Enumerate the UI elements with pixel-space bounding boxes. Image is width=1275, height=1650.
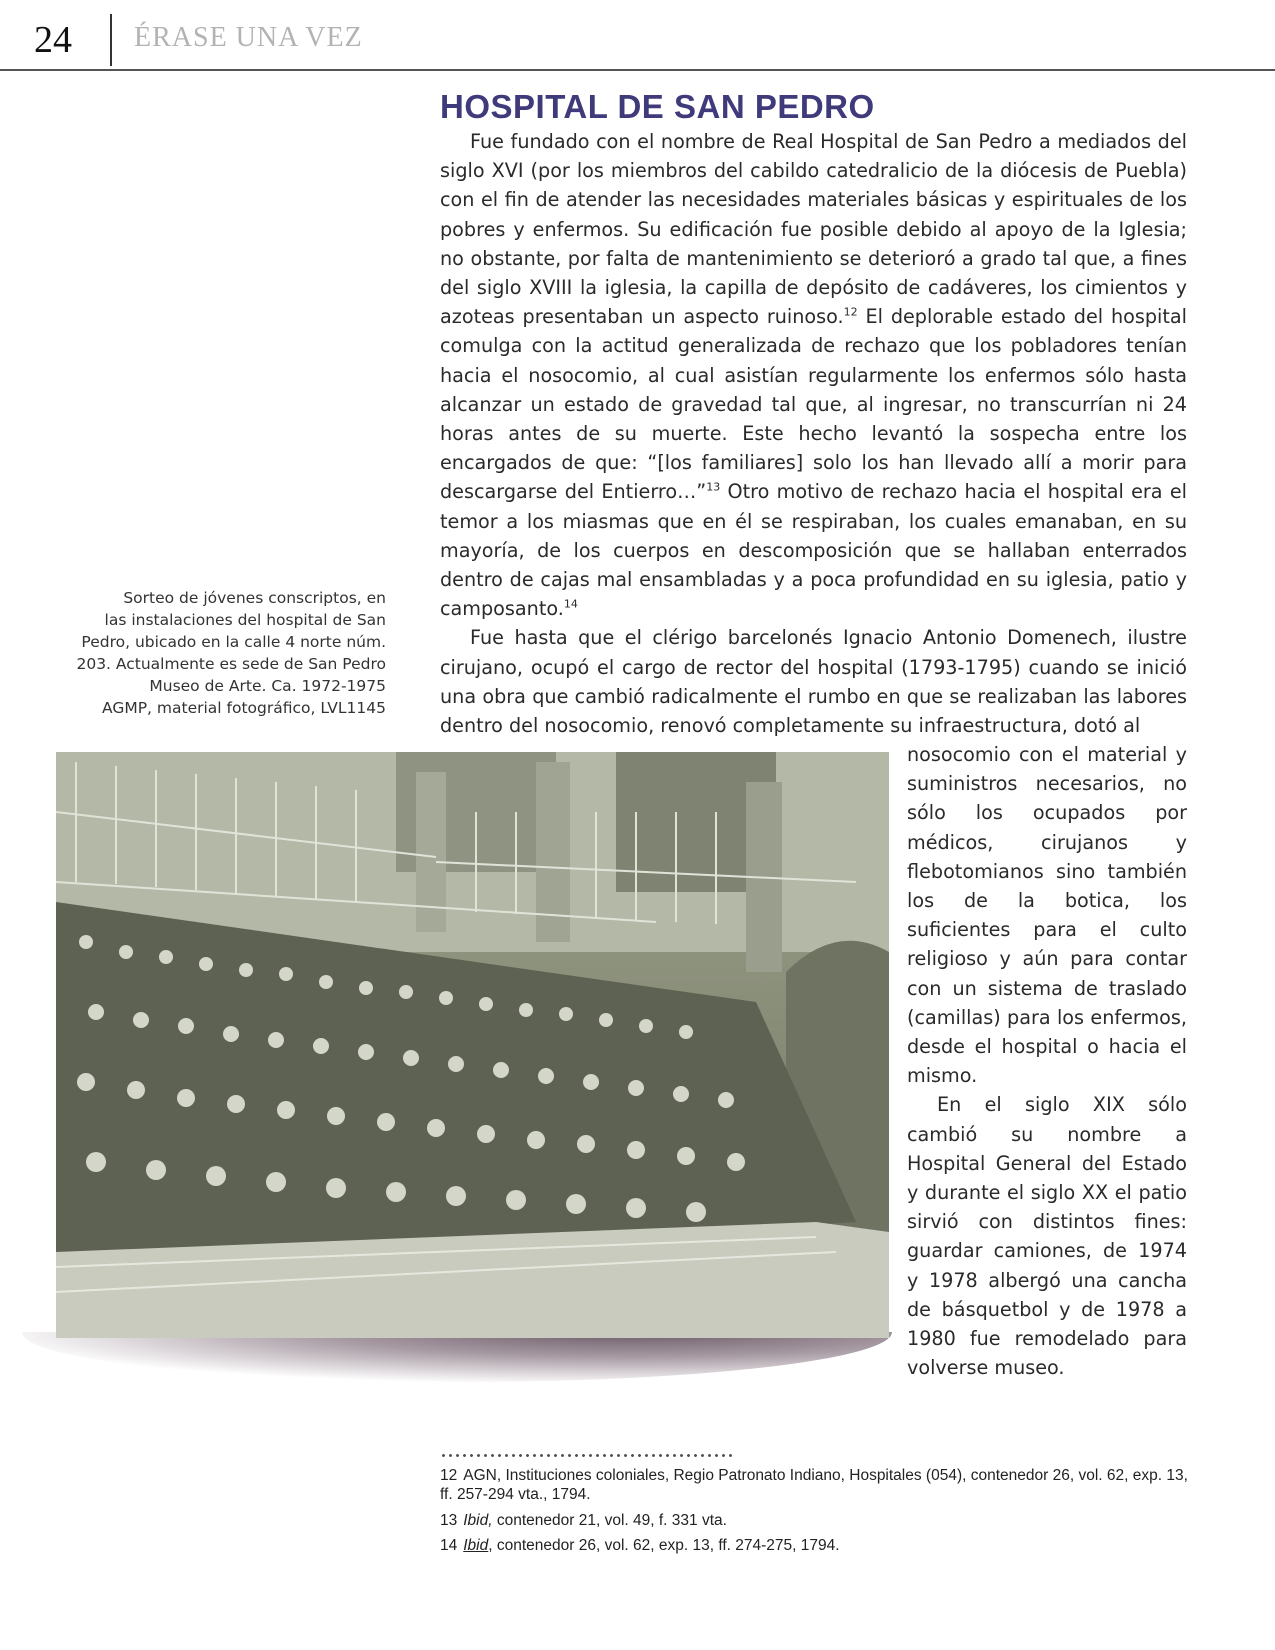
- narrow-text-column: [907, 740, 1187, 1382]
- paragraph-1-part-a: Fue fundado con el nombre de Real Hospital de San Pedro a mediados del siglo XVI (por los miembros del cabildo catedralicio de la diócesis de Puebla) con el fin de atender las necesidades materiales básicas y espirituales de los pobres y enfermos. Su edificación fue posible debido al apoyo de la Iglesia; no obstante, por falta de mantenimiento se deterioró a grado tal que, a fines del siglo XVIII la iglesia, la capilla de depósito de cadáveres, los cimientos y azoteas presentaban un aspecto ruinoso.: [440, 130, 1187, 329]
- header-divider: [110, 14, 112, 66]
- footnote-12: [440, 1466, 1190, 1504]
- main-text-column: [440, 127, 1187, 740]
- footnote-14: [440, 1536, 1190, 1555]
- footnote-13: [440, 1511, 1190, 1530]
- photo-caption: [56, 587, 386, 719]
- photo-shadow: [22, 1332, 892, 1382]
- footnote-separator: [440, 1453, 736, 1458]
- footnote-number: 13: [440, 1512, 458, 1529]
- footnote-ref-13: 13: [706, 481, 721, 495]
- footnote-number: 12: [440, 1467, 458, 1484]
- footnote-text: AGN, Instituciones coloniales, Regio Patronato Indiano, Hospitales (054), contenedor 26, vol. 62, exp. 13, ff. 257-294 vta., 1794.: [440, 1467, 1188, 1503]
- footnote-ref-12: 12: [843, 305, 858, 319]
- photo-illustration: [56, 752, 889, 1338]
- caption-line: Museo de Arte. Ca. 1972-1975: [149, 677, 386, 695]
- footnote-number: 14: [440, 1537, 458, 1554]
- caption-line: Pedro, ubicado en la calle 4 norte núm.: [81, 633, 386, 651]
- running-title: ÉRASE UNA VEZ: [134, 22, 363, 53]
- footnote-text: , contenedor 26, vol. 62, exp. 13, ff. 274-275, 1794.: [488, 1537, 840, 1554]
- section-title: HOSPITAL DE SAN PEDRO: [440, 88, 875, 125]
- paragraph-1-part-c: Otro motivo de rechazo hacia el hospital era el temor a los miasmas que en él se respiraban, los cuales emanaban, en su mayoría, de los cuerpos en descomposición que se hallaban enterrados dentro de cajas mal ensambladas y a poca profundidad en su iglesia, patio y camposanto.: [440, 480, 1187, 621]
- header-rule: [0, 69, 1275, 71]
- caption-line: AGMP, material fotográfico, LVL1145: [102, 699, 386, 717]
- paragraph-2-wide: Fue hasta que el clérigo barcelonés Ignacio Antonio Domenech, ilustre cirujano, ocupó el cargo de rector del hospital (1793-1795) cuando se inició una obra que cambió radicalmente el rumbo en que se realizaban las labores dentro del nosocomio, renovó completamente su infraestructura, dotó al: [440, 626, 1187, 738]
- paragraph-1: [440, 127, 1187, 623]
- caption-line: las instalaciones del hospital de San: [104, 611, 386, 629]
- page-number: 24: [34, 19, 72, 61]
- caption-line: Sorteo de jóvenes conscriptos, en: [123, 589, 386, 607]
- paragraph-2-narrow: nosocomio con el material y suministros necesarios, no sólo los ocupados por médicos, cirujanos y flebotomianos sino también los de la botica, los suficientes para el culto religioso y aún para contar con un sistema de traslado (camillas) para los enfermos, desde el hospital o hacia el mismo.: [907, 743, 1187, 1088]
- footnote-ibid: Ibid,: [463, 1512, 493, 1529]
- footnote-ibid: Ibid: [463, 1537, 489, 1554]
- footnote-ref-14: 14: [563, 597, 578, 611]
- caption-line: 203. Actualmente es sede de San Pedro: [76, 655, 386, 673]
- historical-photo: [56, 752, 889, 1338]
- footnote-text: contenedor 21, vol. 49, f. 331 vta.: [492, 1512, 727, 1529]
- page-header: [0, 0, 1275, 70]
- paragraph-3: En el siglo XIX sólo cambió su nombre a Hospital General del Estado y durante el siglo XX el patio sirvió con distintos fines: guardar camiones, de 1974 y 1978 albergó una cancha de básquetbol y de 1978 a 1980 fue remodelado para volverse museo.: [907, 1093, 1187, 1380]
- paragraph-1-part-b: El deplorable estado del hospital comulga con la actitud generalizada de rechazo que los pobladores tenían hacia el nosocomio, al cual asistían regularmente los enfermos sólo hasta alcanzar un estado de gravedad tal que, al ingresar, no transcurrían ni 24 horas antes de su muerte. Este hecho levantó la sospecha entre los encargados de que: “[los familiares] solo los han llevado allí a morir para descargarse del Entierro…”: [440, 305, 1187, 504]
